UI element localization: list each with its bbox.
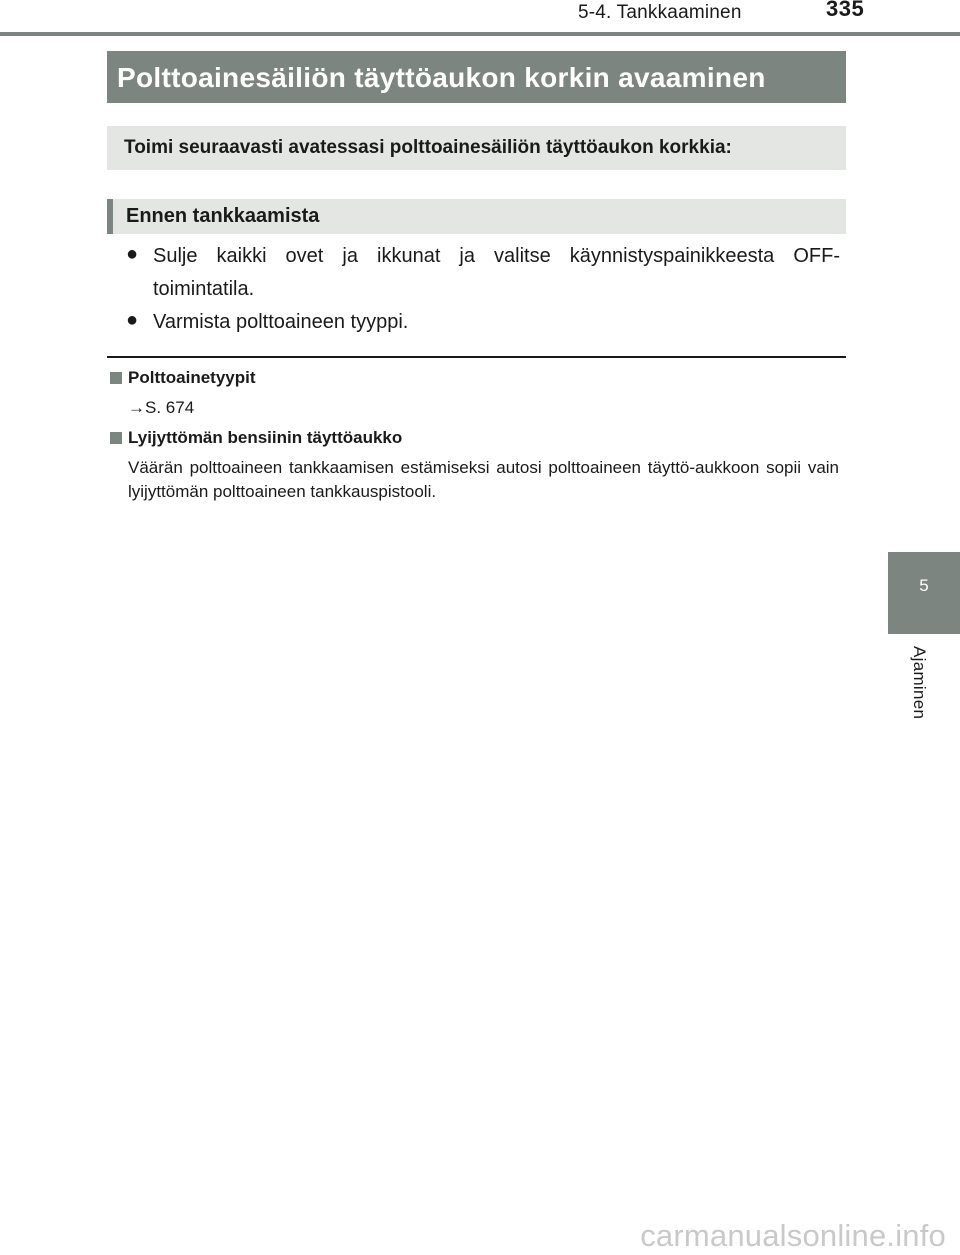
note-body: Väärän polttoaineen tankkaamisen estämiseksi autosi polttoaineen täyttö-aukkoon sopii vain lyijyttömän polttoaineen tankkauspistooli.: [128, 458, 839, 501]
subsection-title: Ennen tankkaamista: [126, 205, 320, 227]
note-heading: Polttoainetyypit: [128, 368, 256, 387]
page-number: 335: [826, 0, 865, 21]
bullet-icon: ●: [126, 243, 139, 265]
bullet-text-line: toimintatila.: [153, 278, 255, 300]
chapter-number: 5: [919, 576, 929, 595]
watermark: carmanualsonline.info: [640, 1218, 946, 1253]
intro-box: [107, 126, 846, 170]
note-heading: Lyijyttömän bensiinin täyttöaukko: [128, 428, 403, 447]
note-body: →S. 674: [128, 398, 195, 417]
header-section-title: 5-4. Tankkaaminen: [578, 2, 742, 23]
subsection-accent-bar: [107, 199, 113, 234]
chapter-label: Ajaminen: [910, 646, 929, 720]
intro-text: Toimi seuraavasti avatessasi polttoainesäiliön täyttöaukon korkkia:: [124, 137, 732, 158]
note-square-icon: [110, 372, 122, 384]
bullet-item: [153, 240, 840, 306]
bullet-text-line: Varmista polttoaineen tyyppi.: [153, 311, 409, 333]
main-title: Polttoainesäiliön täyttöaukon korkin avaaminen: [117, 62, 766, 93]
chapter-tab: [888, 552, 960, 634]
header-rule: [0, 32, 960, 36]
bullet-icon: ●: [126, 309, 139, 331]
bullet-item: [153, 306, 840, 339]
bullet-text-line: Sulje kaikki ovet ja ikkunat ja valitse käynnistyspainikkeesta OFF-: [153, 245, 840, 267]
subsection-heading: [107, 199, 846, 234]
section-divider: [107, 356, 846, 358]
main-title-banner: [107, 51, 846, 103]
note-square-icon: [110, 432, 122, 444]
